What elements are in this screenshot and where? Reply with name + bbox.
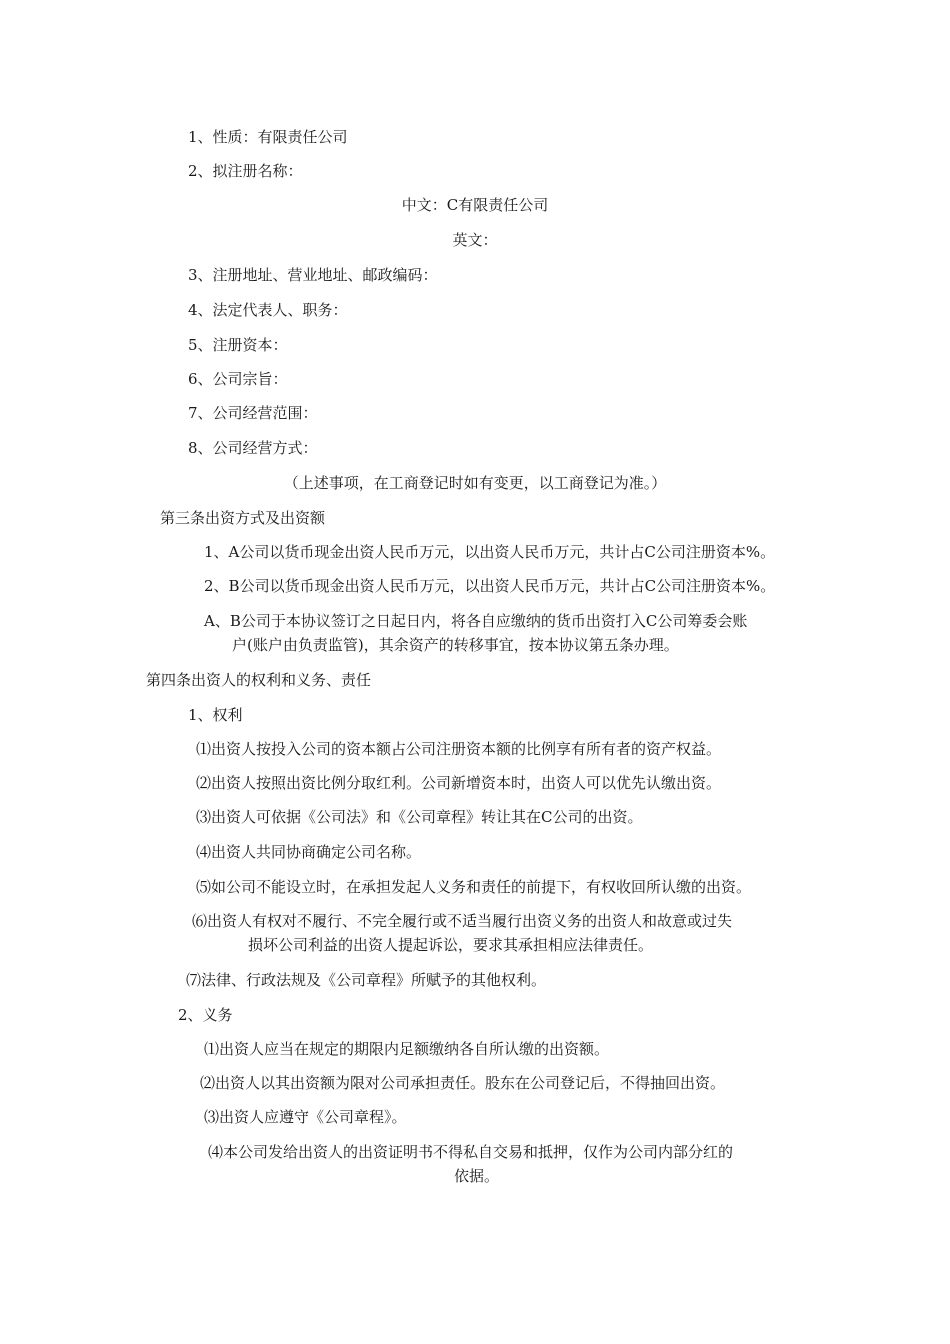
chinese-name-line: 中文：C有限责任公司 bbox=[401, 196, 549, 214]
rights-heading: 1、权利 bbox=[188, 706, 243, 724]
obligations-heading: 2、义务 bbox=[178, 1006, 233, 1024]
right-5: ⑸如公司不能设立时，在承担发起人义务和责任的前提下，有权收回所认缴的出资。 bbox=[196, 878, 752, 896]
article-3-clause-1: 1、A公司以货币现金出资人民币万元，以出资人民币万元，共计占C公司注册资本%。 bbox=[204, 543, 776, 561]
article-3-clause-3-part-2: 户(账户由负责监管)，其余资产的转移事宜，按本协议第五条办理。 bbox=[232, 636, 679, 654]
article-4-heading: 第四条出资人的权利和义务、责任 bbox=[146, 671, 372, 689]
obligation-4-part-1: ⑷本公司发给出资人的出资证明书不得私自交易和抵押，仅作为公司内部分红的 bbox=[208, 1143, 734, 1161]
obligation-1: ⑴出资人应当在规定的期限内足额缴纳各自所认缴的出资额。 bbox=[204, 1040, 610, 1058]
item-2-proposed-name: 2、拟注册名称： bbox=[188, 162, 303, 180]
article-3-clause-2: 2、B公司以货币现金出资人民币万元，以出资人民币万元，共计占C公司注册资本%。 bbox=[204, 577, 776, 595]
obligation-3: ⑶出资人应遵守《公司章程》。 bbox=[204, 1108, 407, 1126]
item-5-capital: 5、注册资本： bbox=[188, 336, 288, 354]
right-1: ⑴出资人按投入公司的资本额占公司注册资本额的比例享有所有者的资产权益。 bbox=[196, 740, 722, 758]
right-7: ⑺法律、行政法规及《公司章程》所赋予的其他权利。 bbox=[186, 971, 547, 989]
english-name-line: 英文： bbox=[452, 231, 498, 249]
right-6-part-2: 损坏公司利益的出资人提起诉讼，要求其承担相应法律责任。 bbox=[248, 936, 654, 954]
right-4: ⑷出资人共同协商确定公司名称。 bbox=[196, 843, 422, 861]
item-7-scope: 7、公司经营范围： bbox=[188, 404, 318, 422]
right-3: ⑶出资人可依据《公司法》和《公司章程》转让其在C公司的出资。 bbox=[196, 808, 643, 826]
item-3-address: 3、注册地址、营业地址、邮政编码： bbox=[188, 266, 438, 284]
obligation-4-part-2: 依据。 bbox=[454, 1167, 500, 1185]
item-8-mode: 8、公司经营方式： bbox=[188, 439, 318, 457]
item-6-purpose: 6、公司宗旨： bbox=[188, 370, 288, 388]
item-4-legal-rep: 4、法定代表人、职务： bbox=[188, 301, 348, 319]
obligation-2: ⑵出资人以其出资额为限对公司承担责任。股东在公司登记后，不得抽回出资。 bbox=[200, 1074, 726, 1092]
article-3-clause-3-part-1: A、B公司于本协议签订之日起日内，将各自应缴纳的货币出资打入C公司筹委会账 bbox=[204, 612, 748, 630]
item-1-nature: 1、性质：有限责任公司 bbox=[188, 128, 348, 146]
article-3-heading: 第三条出资方式及出资额 bbox=[160, 509, 326, 527]
right-2: ⑵出资人按照出资比例分取红利。公司新增资本时，出资人可以优先认缴出资。 bbox=[196, 774, 722, 792]
registration-note: （上述事项，在工商登记时如有变更，以工商登记为准。） bbox=[283, 474, 667, 492]
right-6-part-1: ⑹出资人有权对不履行、不完全履行或不适当履行出资义务的出资人和故意或过失 bbox=[192, 912, 733, 930]
